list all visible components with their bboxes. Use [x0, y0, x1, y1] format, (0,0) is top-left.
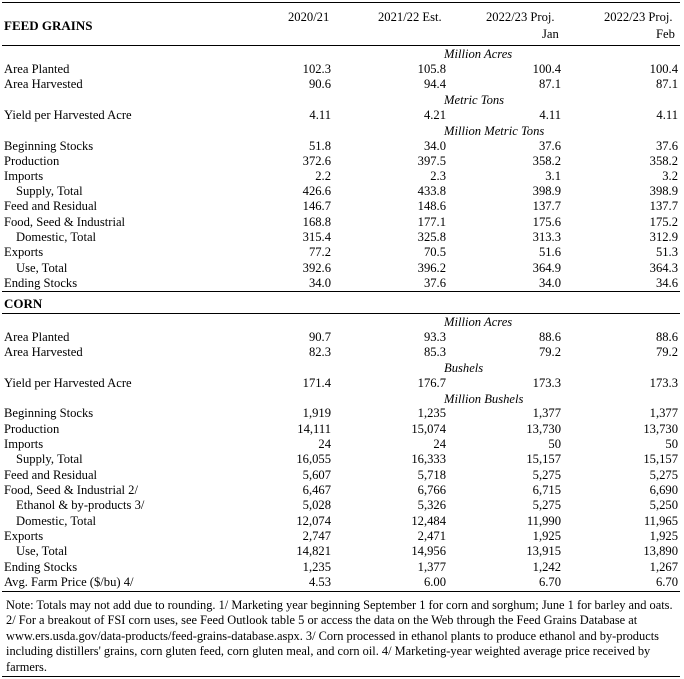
cell-value: 13,890	[643, 544, 678, 558]
cell-value: 137.7	[649, 199, 678, 213]
row-label: Ethanol & by-products 3/	[16, 498, 145, 512]
cell-value: 397.5	[417, 154, 446, 168]
note-bottom-rule	[2, 676, 680, 677]
cell-value: 2.2	[315, 169, 331, 183]
row-label: Area Harvested	[4, 77, 83, 91]
cell-value: 12,484	[411, 514, 446, 528]
corn-section-top-rule	[2, 291, 680, 292]
column-subheader-jan: Jan	[542, 27, 559, 41]
row-label: Supply, Total	[16, 184, 83, 198]
cell-value: 77.2	[308, 245, 331, 259]
table-row	[0, 62, 684, 77]
table-row	[0, 245, 684, 260]
cell-value: 15,157	[526, 452, 561, 466]
cell-value: 5,028	[302, 498, 331, 512]
cell-value: 4.11	[656, 108, 678, 122]
row-label: Area Planted	[4, 62, 70, 76]
cell-value: 94.4	[423, 77, 446, 91]
cell-value: 85.3	[423, 345, 446, 359]
cell-value: 5,275	[532, 498, 561, 512]
cell-value: 70.5	[423, 245, 446, 259]
row-label: Imports	[4, 169, 44, 183]
cell-value: 5,275	[532, 468, 561, 482]
cell-value: 13,730	[526, 422, 561, 436]
cell-value: 12,074	[296, 514, 331, 528]
cell-value: 325.8	[417, 230, 446, 244]
cell-value: 2.3	[430, 169, 446, 183]
table-row	[0, 544, 684, 559]
table-row	[0, 77, 684, 92]
cell-value: 5,607	[302, 468, 331, 482]
cell-value: 1,235	[417, 406, 446, 420]
cell-value: 5,275	[649, 468, 678, 482]
row-label: Yield per Harvested Acre	[4, 108, 132, 122]
cell-value: 34.0	[538, 276, 561, 290]
cell-value: 372.6	[302, 154, 331, 168]
cell-value: 90.7	[308, 330, 331, 344]
cell-value: 3.1	[545, 169, 561, 183]
cell-value: 105.8	[417, 62, 446, 76]
row-label: Domestic, Total	[16, 514, 97, 528]
row-label: Use, Total	[16, 544, 68, 558]
cell-value: 396.2	[417, 261, 446, 275]
row-label: Imports	[4, 437, 44, 451]
table-row	[0, 108, 684, 123]
cell-value: 146.7	[302, 199, 331, 213]
row-label: Domestic, Total	[16, 230, 97, 244]
cell-value: 5,718	[417, 468, 446, 482]
row-label: Exports	[4, 245, 44, 259]
table-row	[0, 575, 684, 590]
column-header-2022-23-feb: 2022/23 Proj.	[604, 10, 673, 24]
row-label: Use, Total	[16, 261, 68, 275]
cell-value: 6.00	[423, 575, 446, 589]
cell-value: 1,925	[649, 529, 678, 543]
cell-value: 4.53	[308, 575, 331, 589]
cell-value: 88.6	[655, 330, 678, 344]
cell-value: 3.2	[662, 169, 678, 183]
cell-value: 1,242	[532, 560, 561, 574]
cell-value: 171.4	[302, 376, 331, 390]
cell-value: 51.6	[538, 245, 561, 259]
cell-value: 87.1	[538, 77, 561, 91]
unit-caption: Bushels	[444, 361, 484, 375]
table-row	[0, 468, 684, 483]
cell-value: 2,747	[302, 529, 331, 543]
row-label: Production	[4, 154, 60, 168]
unit-caption: Million Acres	[444, 47, 513, 61]
unit-caption: Million Bushels	[444, 392, 524, 406]
cell-value: 11,965	[643, 514, 678, 528]
table-row	[0, 483, 684, 498]
corn-header-bottom-rule	[2, 313, 680, 314]
cell-value: 16,055	[296, 452, 331, 466]
row-label: Feed and Residual	[4, 199, 98, 213]
cell-value: 93.3	[423, 330, 446, 344]
cell-value: 137.7	[532, 199, 561, 213]
column-header-2021-22: 2021/22 Est.	[378, 10, 442, 24]
cell-value: 5,326	[417, 498, 446, 512]
cell-value: 13,730	[643, 422, 678, 436]
cell-value: 6,467	[302, 483, 331, 497]
cell-value: 364.9	[532, 261, 561, 275]
row-label: Food, Seed & Industrial 2/	[4, 483, 138, 497]
cell-value: 15,074	[411, 422, 446, 436]
column-header-2022-23-jan: 2022/23 Proj.	[486, 10, 555, 24]
cell-value: 148.6	[417, 199, 446, 213]
cell-value: 15,157	[643, 452, 678, 466]
cell-value: 4.21	[423, 108, 446, 122]
cell-value: 6,766	[417, 483, 446, 497]
row-label: Area Planted	[4, 330, 70, 344]
cell-value: 16,333	[411, 452, 446, 466]
cell-value: 313.3	[532, 230, 561, 244]
row-label: Beginning Stocks	[4, 406, 94, 420]
cell-value: 37.6	[538, 139, 561, 153]
cell-value: 6.70	[655, 575, 678, 589]
cell-value: 358.2	[532, 154, 561, 168]
cell-value: 11,990	[526, 514, 561, 528]
cell-value: 175.6	[532, 215, 561, 229]
cell-value: 176.7	[417, 376, 446, 390]
unit-caption: Million Acres	[444, 315, 513, 329]
cell-value: 79.2	[538, 345, 561, 359]
cell-value: 2,471	[417, 529, 446, 543]
row-label: Beginning Stocks	[4, 139, 94, 153]
header-bottom-rule	[2, 45, 680, 46]
unit-caption: Million Metric Tons	[444, 124, 545, 138]
footnote-text: Note: Totals may not add due to rounding. 1/ Marketing year beginning September 1 for corn and sorghum; June 1 for barley and oats. 2/ For a breakout of FSI corn uses, see Feed Outlook table 5 or access the data on the Web through the Feed Grains Database at www.ers.usda.gov/data-products/feed-grains-database.aspx. 3/ Corn processed in ethanol plants to produce ethanol and by-products including distillers' grains, corn gluten feed, corn gluten meal, and corn oil. 4/ Marketing-year weighted average price received by farmers.	[6, 598, 673, 674]
cell-value: 50	[665, 437, 678, 451]
table-row	[0, 422, 684, 437]
cell-value: 34.0	[423, 139, 446, 153]
row-label: Food, Seed & Industrial	[4, 215, 126, 229]
table-row	[0, 345, 684, 360]
cell-value: 37.6	[655, 139, 678, 153]
top-rule	[2, 2, 680, 3]
table-row	[0, 139, 684, 154]
cell-value: 1,235	[302, 560, 331, 574]
cell-value: 173.3	[649, 376, 678, 390]
row-label: Avg. Farm Price ($/bu) 4/	[4, 575, 134, 589]
cell-value: 90.6	[308, 77, 331, 91]
cell-value: 315.4	[302, 230, 331, 244]
row-label: Ending Stocks	[4, 276, 78, 290]
column-subheader-feb: Feb	[656, 27, 675, 41]
row-label: Supply, Total	[16, 452, 83, 466]
row-label: Feed and Residual	[4, 468, 98, 482]
cell-value: 87.1	[655, 77, 678, 91]
cell-value: 1,377	[417, 560, 446, 574]
cell-value: 175.2	[649, 215, 678, 229]
table-row	[0, 169, 684, 184]
cell-value: 398.9	[532, 184, 561, 198]
table-row	[0, 406, 684, 421]
table-row	[0, 199, 684, 214]
cell-value: 37.6	[423, 276, 446, 290]
cell-value: 34.0	[308, 276, 331, 290]
table-row	[0, 437, 684, 452]
column-header-2020-21: 2020/21	[288, 10, 330, 24]
cell-value: 82.3	[308, 345, 331, 359]
cell-value: 100.4	[532, 62, 561, 76]
cell-value: 24	[318, 437, 331, 451]
cell-value: 102.3	[302, 62, 331, 76]
table-row	[0, 529, 684, 544]
cell-value: 5,250	[649, 498, 678, 512]
cell-value: 392.6	[302, 261, 331, 275]
table-row	[0, 498, 684, 513]
row-label: Yield per Harvested Acre	[4, 376, 132, 390]
cell-value: 358.2	[649, 154, 678, 168]
cell-value: 426.6	[302, 184, 331, 198]
cell-value: 1,377	[532, 406, 561, 420]
table-row	[0, 330, 684, 345]
row-label: Exports	[4, 529, 44, 543]
cell-value: 51.8	[308, 139, 331, 153]
table-row	[0, 376, 684, 391]
cell-value: 1,919	[302, 406, 331, 420]
table-row	[0, 560, 684, 575]
cell-value: 6.70	[538, 575, 561, 589]
cell-value: 14,821	[296, 544, 331, 558]
cell-value: 50	[548, 437, 561, 451]
cell-value: 177.1	[417, 215, 446, 229]
cell-value: 1,267	[649, 560, 678, 574]
cell-value: 433.8	[417, 184, 446, 198]
table-row	[0, 215, 684, 230]
cell-value: 6,690	[649, 483, 678, 497]
cell-value: 168.8	[302, 215, 331, 229]
cell-value: 51.3	[655, 245, 678, 259]
cell-value: 24	[433, 437, 446, 451]
table-row	[0, 261, 684, 276]
section-title-corn: CORN	[4, 296, 43, 311]
cell-value: 6,715	[532, 483, 561, 497]
cell-value: 34.6	[655, 276, 678, 290]
cell-value: 1,377	[649, 406, 678, 420]
cell-value: 79.2	[655, 345, 678, 359]
section-title-feed-grains: FEED GRAINS	[4, 18, 93, 33]
cell-value: 364.3	[649, 261, 678, 275]
cell-value: 173.3	[532, 376, 561, 390]
cell-value: 13,915	[526, 544, 561, 558]
cell-value: 100.4	[649, 62, 678, 76]
cell-value: 14,111	[297, 422, 331, 436]
cell-value: 4.11	[309, 108, 331, 122]
row-label: Production	[4, 422, 60, 436]
table-bottom-rule	[2, 591, 680, 592]
unit-caption: Metric Tons	[444, 93, 505, 107]
cell-value: 1,925	[532, 529, 561, 543]
cell-value: 398.9	[649, 184, 678, 198]
table-row	[0, 154, 684, 169]
cell-value: 312.9	[649, 230, 678, 244]
cell-value: 88.6	[538, 330, 561, 344]
row-label: Ending Stocks	[4, 560, 78, 574]
table-row	[0, 276, 684, 291]
table-row	[0, 230, 684, 245]
table-row	[0, 452, 684, 467]
cell-value: 4.11	[539, 108, 561, 122]
table-row	[0, 184, 684, 199]
cell-value: 14,956	[411, 544, 446, 558]
row-label: Area Harvested	[4, 345, 83, 359]
table-row	[0, 514, 684, 529]
